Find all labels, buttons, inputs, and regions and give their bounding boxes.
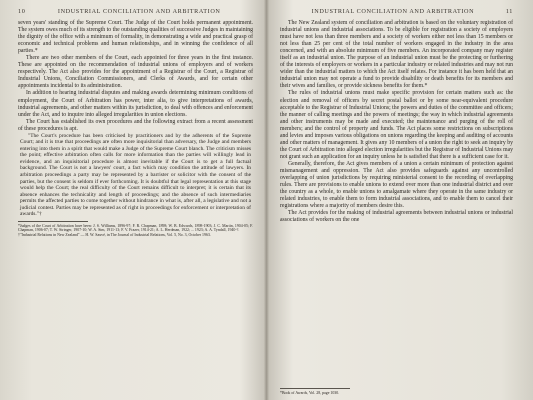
right-footnote-block <box>280 385 513 396</box>
left-running-head <box>18 8 253 15</box>
right-running-head <box>280 8 513 15</box>
right-page <box>268 0 533 400</box>
left-page <box>0 0 265 400</box>
left-paragraph: In addition to hearing industrial disputes and making awards determining minimum conditions of employment, the Court of Arbitration has power, inter alia, to give interpretations of awards, industrial agreements, and other matters within its jurisdiction, to deal with offences and enforcement under the Act, and to inquire into alleged irregularities in union elections. <box>18 90 253 118</box>
footnote-rule <box>280 388 350 389</box>
right-paragraph: The rules of industrial unions must make specific provision for certain matters such as: the election and removal of officers by secret postal ballot or by some near-equivalent procedure acceptable to the Registrar of Industrial Unions; the powers and duties of the committee and officers; the manner of calling meetings and the powers of meetings; the way in which industrial agreements and other instruments may be made and executed; the maintenance and purging of the roll of members; and the control of property and funds. The Act places some restrictions on subscriptions and levies and imposes various obligations on unions regarding the keeping and auditing of accounts and other matters of management. It gives any 10 members of a union the right to seek an inquiry by the Court of Arbitration into alleged election irregularities but the Registrar of Industrial Unions may not grant such an application for an inquiry unless he is satisfied that there is a sufficient case for it. <box>280 90 513 160</box>
left-paragraph: seven years' standing of the Supreme Court. The Judge of the Court holds permanent appointment. The system owes much of its strength to the outstanding qualities of successive Judges in maintaining the dignity of the office with a minimum of formality, in demonstrating a wide and practical grasp of economic and technical problems and human relationships, and in winning the confidence of all parties.* <box>18 20 253 55</box>
right-page-number: 11 <box>505 8 513 15</box>
footnote-rule <box>18 221 88 222</box>
left-quote: "The Court's procedure has been criticised by practitioners and by the adherents of the Supreme Court; and it is true that proceedings are often more inquisitorial than adversary, the Judge and members entering into them in a spirit that would make a Judge of the Supreme Court blanch. The criticism misses the point; effective arbitration often calls for more information than the parties will willingly lead in evidence, and an inquisitorial procedure is almost inevitable if the Court is to get a full factual background. The Court is not a lawyers' court, a fact which may condition the attitude of lawyers. In arbitration proceedings a party may be represented by a barrister or solicitor with the consent of the parties, but the consent is seldom if ever forthcoming. It is doubtful that legal representation at this stage would help the Court; the real difficulty of the Court remains difficult to interpret; it is certain that its absence enhances the technicality and length of proceedings; and the absence of such intermediaries permits the affected parties to come together without hindrance in what is, after all, a legislative and not a judicial contest. Parties may be represented as of right in proceedings for enforcement or interpretation of awards."† <box>20 132 251 218</box>
right-paragraph: The Act provides for the making of industrial agreements between industrial unions or industrial associations of workers on the one <box>280 210 513 224</box>
right-paragraph: Generally, therefore, the Act gives members of a union a certain minimum of protection against mismanagement and oppression. The Act also provides safeguards against any uncontrolled overlapping of union jurisdictions by requiring ministerial consent to the recording of overlapping rules. There are provisions to enable unions to extend over more than one industrial district and over the country as a whole, to enable unions to amalgamate where they operate in the same industry or related industries, to enable them to form industrial associations, and to enable them to cancel their registrations where a majority of members desire this. <box>280 160 513 210</box>
left-paragraph: The Court has established its own procedures and the following extract from a recent assessment of these procedures is apt. <box>18 118 253 132</box>
right-footnote: *Book of Awards, Vol. 28, page 1030. <box>280 391 340 395</box>
left-running-title: INDUSTRIAL CONCILIATION AND ARBITRATION <box>57 8 221 15</box>
right-paragraph: The New Zealand system of conciliation and arbitration is based on the voluntary registration of industrial unions and industrial associations. To be eligible for registration a society of employers must have not less than three members and a society of workers either not less than 15 members or not less than 25 per cent of the total number of workers engaged in the industry in the area concerned, and with an absolute minimum of five members. An incorporated company may register itself as an industrial union. The purpose of an industrial union must be the protecting or furthering of the interests of employers or workers in a particular industry or related industries and may not run wider than the industrial matters to which the Act itself relates. For instance it has been held that an industrial union may not operate a fund to provide disability or death benefits for its members and their wives and families, or provide sickness benefits for them.* <box>280 20 513 90</box>
left-footnote: †"Industrial Relations in New Zealand" — H. W. Sauvé, in The Journal of Industrial Relations, Vol. 5, No. 3, October 1963. <box>18 233 211 238</box>
left-footnote: *Judges of the Court of Arbitration have been: J. S. Williams, 1896-97; F. R. Chapman, 1898; W. B. Edwards, 1898-1903; J. C. Martin, 1904-05; F. Chapman, 1906-07; T. W. Stringer, 1907-10; W. A. Sim, 1911-13; F. V. Frazer, 1914-21; A. L. Herdman, 1922; ... 1923; A. A. Tyndall, 1940-?. <box>18 223 253 233</box>
right-running-title: INDUSTRIAL CONCILIATION AND ARBITRATION <box>311 8 475 15</box>
left-paragraph: There are two other members of the Court, each appointed for three years in the first instance. These are appointed on the recommendation of industrial unions of employers and of workers respectively. The Act also provides for the appointment of a Registrar of the Court, a Registrar of Industrial Unions, Conciliation Commissioners, and Clerks of Awards, and for certain other appointments incidental to its administration. <box>18 55 253 90</box>
left-page-number: 10 <box>18 8 26 15</box>
